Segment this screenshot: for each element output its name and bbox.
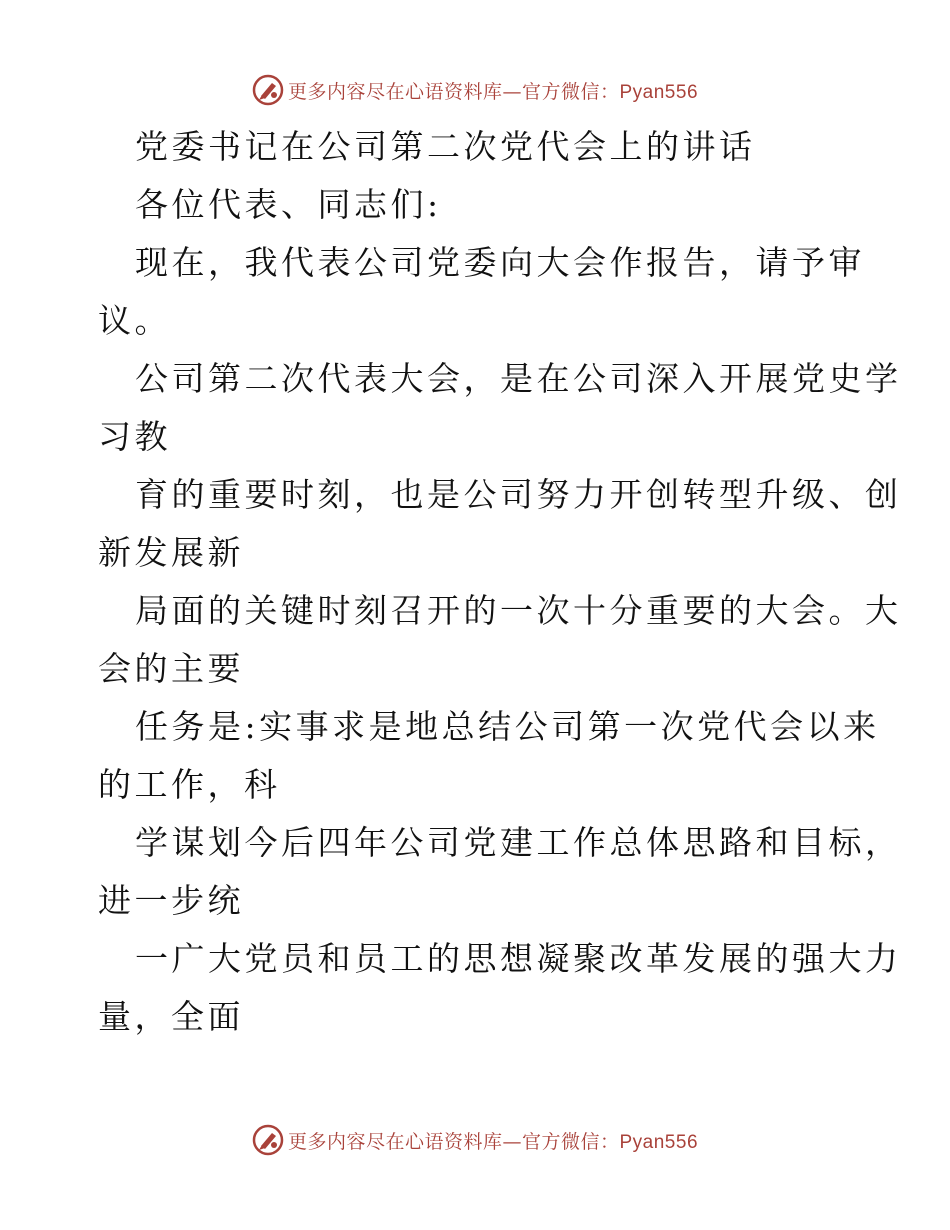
banner-text — [288, 1127, 698, 1154]
brand-logo-icon — [252, 1124, 284, 1156]
text-line: 量，全面 — [98, 997, 244, 1036]
text-line: 学谋划今后四年公司党建工作总体思路和目标， — [135, 823, 902, 862]
text-line: 一广大党员和员工的思想凝聚改革发展的强大力 — [135, 939, 902, 978]
banner-title: 更多内容尽在心语资料库 — [287, 1130, 503, 1153]
banner-text — [288, 77, 698, 104]
text-line: 任务是:实事求是地总结公司第一次党代会以来 — [135, 707, 880, 746]
banner-separator: — — [502, 80, 522, 103]
text-line: 公司第二次代表大会，是在公司深入开展党史学 — [135, 359, 902, 398]
banner-contact: 官方微信：Pyan556 — [522, 81, 699, 103]
text-line: 进一步统 — [98, 881, 244, 920]
banner-title: 更多内容尽在心语资料库 — [287, 80, 503, 103]
banner-separator: — — [502, 1130, 522, 1153]
document-body — [98, 118, 902, 1046]
text-line: 各位代表、同志们: — [135, 185, 442, 224]
banner-contact: 官方微信：Pyan556 — [522, 1131, 699, 1153]
text-line: 新发展新 — [98, 533, 244, 572]
text-line: 议。 — [98, 301, 171, 340]
footer-banner — [0, 1120, 950, 1160]
text-line: 局面的关键时刻召开的一次十分重要的大会。大 — [135, 591, 902, 630]
text-line: 现在，我代表公司党委向大会作报告，请予审 — [135, 243, 865, 282]
text-line: 育的重要时刻，也是公司努力开创转型升级、创 — [135, 475, 902, 514]
header-banner — [0, 70, 950, 110]
text-line: 会的主要 — [98, 649, 244, 688]
brand-logo-icon — [252, 74, 284, 106]
text-line: 党委书记在公司第二次党代会上的讲话 — [135, 127, 756, 166]
text-line: 的工作，科 — [98, 765, 281, 804]
text-line: 习教 — [98, 417, 171, 456]
